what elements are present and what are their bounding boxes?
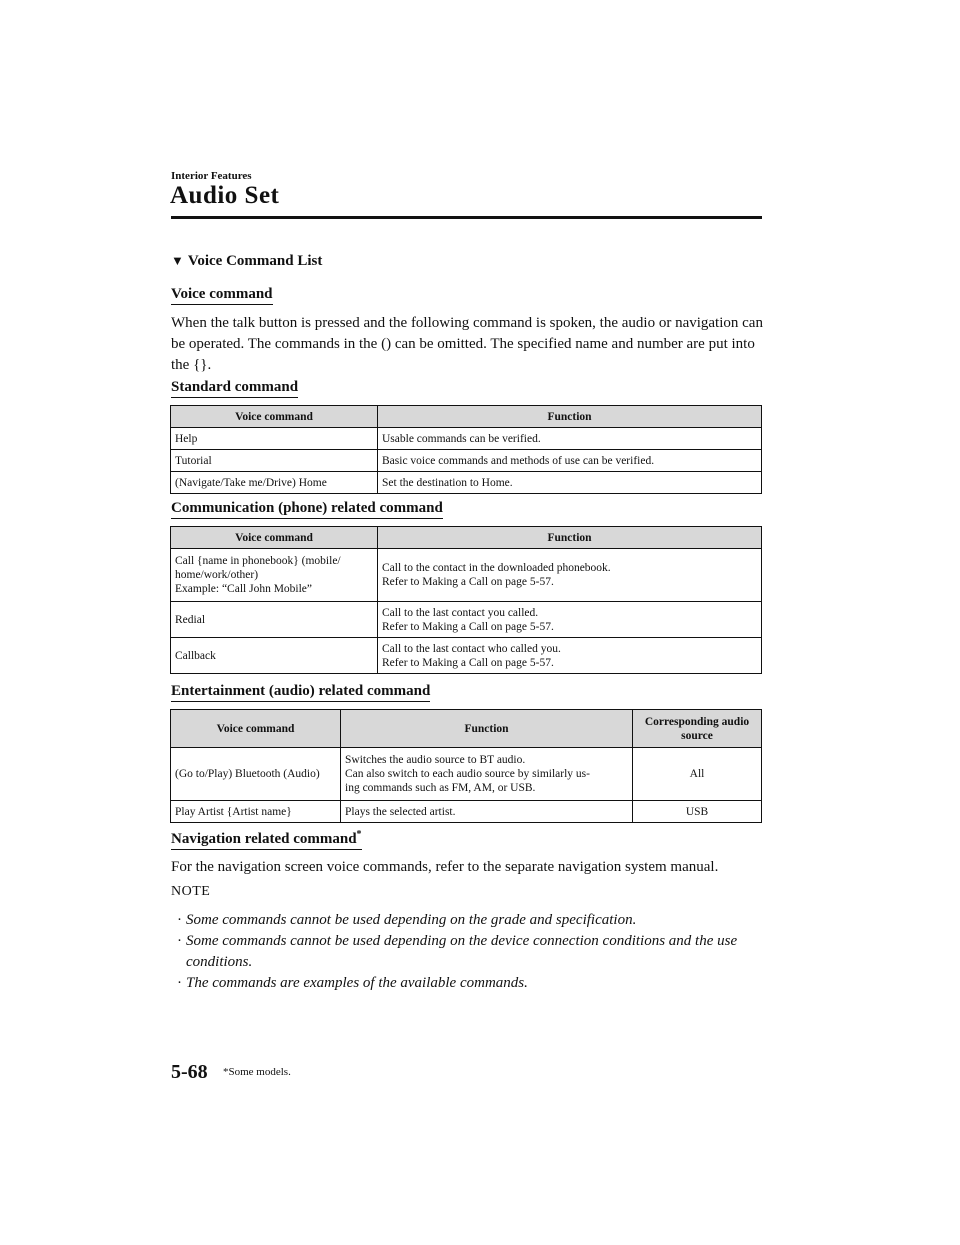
table-header-row	[171, 710, 762, 748]
bullet-icon: ·	[177, 975, 182, 991]
triangle-down-icon: ▼	[171, 253, 184, 268]
voice-command-list-heading	[171, 253, 322, 270]
bullet-icon: ·	[177, 912, 182, 928]
table-cell: Callback	[171, 638, 378, 674]
column-header: Voice command	[171, 406, 378, 428]
table-cell: (Navigate/Take me/Drive) Home	[171, 472, 378, 494]
table-cell: Switches the audio source to BT audio. Can also switch to each audio source by similarly us- ing commands such as FM, AM, or USB.	[341, 748, 633, 801]
note-item	[177, 931, 763, 973]
communication-heading-wrap	[171, 499, 443, 517]
table-cell: Call to the contact in the downloaded phonebook. Refer to Making a Call on page 5-57.	[378, 549, 762, 602]
table-row	[171, 450, 762, 472]
voice-command-heading: Voice command	[171, 286, 273, 305]
some-models-mark: *	[356, 829, 362, 840]
column-header: Voice command	[171, 527, 378, 549]
entertainment-heading-wrap	[171, 682, 430, 700]
note-text: Some commands cannot be used depending on the device connection conditions and the use conditions.	[186, 933, 738, 970]
column-header: Function	[378, 406, 762, 428]
table-cell: Call {name in phonebook} (mobile/ home/work/other) Example: “Call John Mobile”	[171, 549, 378, 602]
table-cell: Tutorial	[171, 450, 378, 472]
navigation-heading-wrap	[171, 829, 362, 848]
table-cell: Usable commands can be verified.	[378, 428, 762, 450]
table-row	[171, 748, 762, 801]
note-text: Some commands cannot be used depending on the grade and specification.	[186, 912, 637, 928]
note-text: The commands are examples of the available commands.	[186, 975, 528, 991]
navigation-text: For the navigation screen voice commands, refer to the separate navigation system manual.	[171, 859, 719, 875]
table-cell: Basic voice commands and methods of use can be verified.	[378, 450, 762, 472]
voice-command-intro: When the talk button is pressed and the following command is spoken, the audio or navigation can be operated. The commands in the () can be omitted. The specified name and number are put into the {}.	[171, 315, 763, 373]
table-row	[171, 638, 762, 674]
table-cell: Call to the last contact you called. Refer to Making a Call on page 5-57.	[378, 602, 762, 638]
table-row	[171, 472, 762, 494]
communication-command-table	[170, 526, 762, 674]
column-header: Function	[378, 527, 762, 549]
bullet-icon: ·	[177, 933, 182, 949]
table-cell: Call to the last contact who called you. Refer to Making a Call on page 5-57.	[378, 638, 762, 674]
column-header: Function	[341, 710, 633, 748]
table-row	[171, 801, 762, 823]
note-list	[177, 910, 763, 994]
table-row	[171, 428, 762, 450]
entertainment-command-heading: Entertainment (audio) related command	[171, 683, 430, 702]
column-header: Voice command	[171, 710, 341, 748]
section-label: Interior Features	[171, 170, 252, 182]
navigation-command-heading	[171, 831, 362, 850]
standard-heading-wrap	[171, 378, 298, 396]
column-header: Corresponding audio source	[633, 710, 762, 748]
footnote: *Some models.	[223, 1066, 291, 1078]
note-item	[177, 973, 763, 994]
page-number: 5-68	[171, 1061, 208, 1083]
table-cell: Plays the selected artist.	[341, 801, 633, 823]
table-row	[171, 549, 762, 602]
entertainment-command-table	[170, 709, 762, 823]
table-cell: All	[633, 748, 762, 801]
table-cell: USB	[633, 801, 762, 823]
voice-command-heading-wrap	[171, 285, 273, 303]
table-cell: Help	[171, 428, 378, 450]
table-cell: Play Artist {Artist name}	[171, 801, 341, 823]
title-rule	[171, 216, 762, 219]
table-row	[171, 602, 762, 638]
table-header-row	[171, 406, 762, 428]
table-header-row	[171, 527, 762, 549]
navigation-heading-text: Navigation related command	[171, 831, 357, 847]
voice-command-list-title: Voice Command List	[187, 253, 323, 269]
page-title: Audio Set	[170, 182, 280, 209]
table-cell: Redial	[171, 602, 378, 638]
communication-command-heading: Communication (phone) related command	[171, 500, 443, 519]
note-item	[177, 910, 763, 931]
table-cell: Set the destination to Home.	[378, 472, 762, 494]
standard-command-table	[170, 405, 762, 494]
standard-command-heading: Standard command	[171, 379, 298, 398]
note-label: NOTE	[171, 884, 211, 899]
table-cell: (Go to/Play) Bluetooth (Audio)	[171, 748, 341, 801]
